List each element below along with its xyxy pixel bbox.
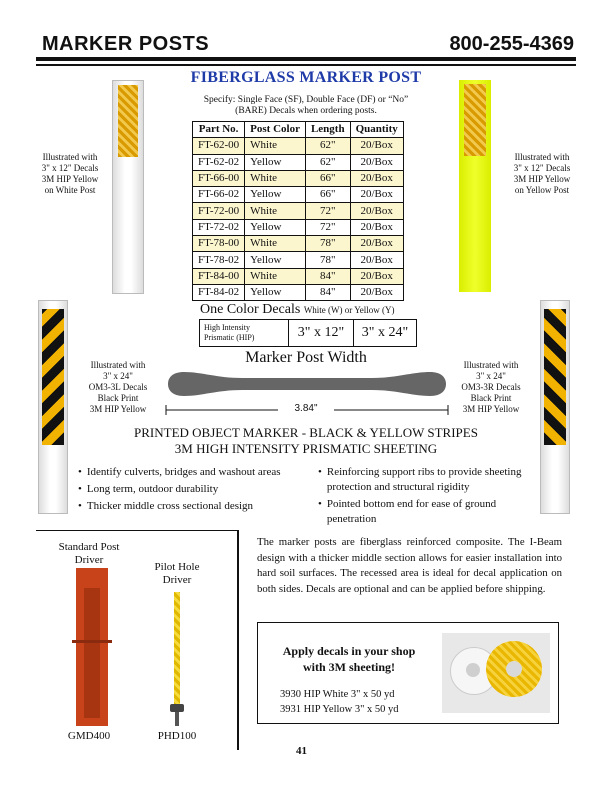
table-row: FT-62-00 White 62" 20/Box (193, 138, 404, 154)
driver2-part: PHD100 (157, 730, 197, 742)
left-caption: Illustrated with 3" x 12" Decals 3M HIP Yellow on White Post (41, 152, 99, 195)
right-caption: Illustrated with 3" x 12" Decals 3M HIP Yellow on Yellow Post (513, 152, 571, 195)
col-header: Length (305, 122, 350, 138)
cross-section-shape (168, 372, 446, 396)
yellow-decal (464, 84, 486, 156)
page-number: 41 (296, 745, 307, 757)
table-row: FT-78-00 White 78" 20/Box (193, 236, 404, 252)
table-row: FT-66-02 Yellow 66" 20/Box (193, 187, 404, 203)
header-rule (36, 57, 576, 61)
printed-heading: PRINTED OBJECT MARKER - BLACK & YELLOW STRIPES 3M HIGH INTENSITY PRISMATIC SHEETING (134, 425, 478, 456)
phone-number: 800-255-4369 (449, 33, 574, 55)
decal-size-3x24: 3" x 24" (361, 325, 409, 340)
standard-post-driver-image (76, 568, 108, 726)
page-title: MARKER POSTS (42, 33, 210, 55)
driver2-label: Pilot Hole Driver (154, 561, 200, 586)
table-row: FT-72-02 Yellow 72" 20/Box (193, 219, 404, 235)
driver1-part: GMD400 (67, 730, 111, 742)
col-header: Part No. (193, 122, 245, 138)
section-divider (36, 530, 238, 531)
left-caption-2: Illustrated with 3" x 24" OM3-3L Decals Black Print 3M HIP Yellow (88, 360, 148, 414)
sheeting-rolls-image (442, 633, 550, 713)
column-divider (237, 530, 239, 750)
pilot-hole-driver-image (170, 592, 184, 726)
parts-table (192, 121, 404, 301)
right-striped-post (540, 300, 570, 514)
driver1-label: Standard Post Driver (58, 541, 120, 566)
table-row: FT-62-02 Yellow 62" 20/Box (193, 154, 404, 170)
list-item: • Thicker middle cross sectional design (78, 500, 254, 512)
apply-decals-box (257, 622, 559, 724)
yellow-decal (118, 85, 138, 157)
list-item: • Identify culverts, bridges and washout areas (78, 466, 281, 478)
width-title: Marker Post Width (245, 349, 367, 366)
table-row: FT-66-00 White 66" 20/Box (193, 170, 404, 186)
table-row: FT-84-00 White 84" 20/Box (193, 268, 404, 284)
specify-note: Specify: Single Face (SF), Double Face (DF) or “No” (BARE) Decals when ordering posts. (203, 95, 409, 116)
col-header: Quantity (350, 122, 403, 138)
section-title: FIBERGLASS MARKER POST (190, 69, 422, 86)
list-item: • Long term, outdoor durability (78, 483, 219, 495)
white-post-image (112, 80, 144, 294)
table-row: FT-72-00 White 72" 20/Box (193, 203, 404, 219)
bullets-right (318, 465, 538, 529)
table-row: FT-78-02 Yellow 78" 20/Box (193, 252, 404, 268)
left-striped-post (38, 300, 68, 514)
yellow-post-image (459, 80, 491, 292)
apply-title: Apply decals in your shop with 3M sheeting! (282, 644, 416, 674)
header-rule-thin (36, 64, 576, 66)
table-header-row (193, 122, 404, 138)
right-caption-2: Illustrated with 3" x 24" OM3-3R Decals Black Print 3M HIP Yellow (461, 360, 521, 414)
decals-title: One Color Decals White (W) or Yellow (Y) (200, 302, 395, 317)
apply-items: 3930 HIP White 3" x 50 yd 3931 HIP Yellow 3" x 50 yd (280, 689, 399, 715)
decals-table (199, 319, 417, 347)
decal-size-3x12: 3" x 12" (289, 320, 354, 346)
bullets-left (78, 465, 304, 516)
description-text: The marker posts are fiberglass reinforced composite. The I-Beam design with a thicker middle section allows for easier installation into hard soil surfaces. The recessed area is ideal for decal application on both sides. Decals are optional and can be applied before shipping. (257, 536, 562, 595)
list-item: • Pointed bottom end for ease of ground penetration (318, 498, 497, 525)
table-row: FT-84-02 Yellow 84" 20/Box (193, 284, 404, 300)
hip-label: High Intensity Prismatic (HIP) (200, 320, 289, 346)
width-value: 3.84" (278, 403, 334, 414)
list-item: • Reinforcing support ribs to provide sheeting protection and structural rigidity (318, 466, 522, 493)
col-header: Post Color (245, 122, 306, 138)
